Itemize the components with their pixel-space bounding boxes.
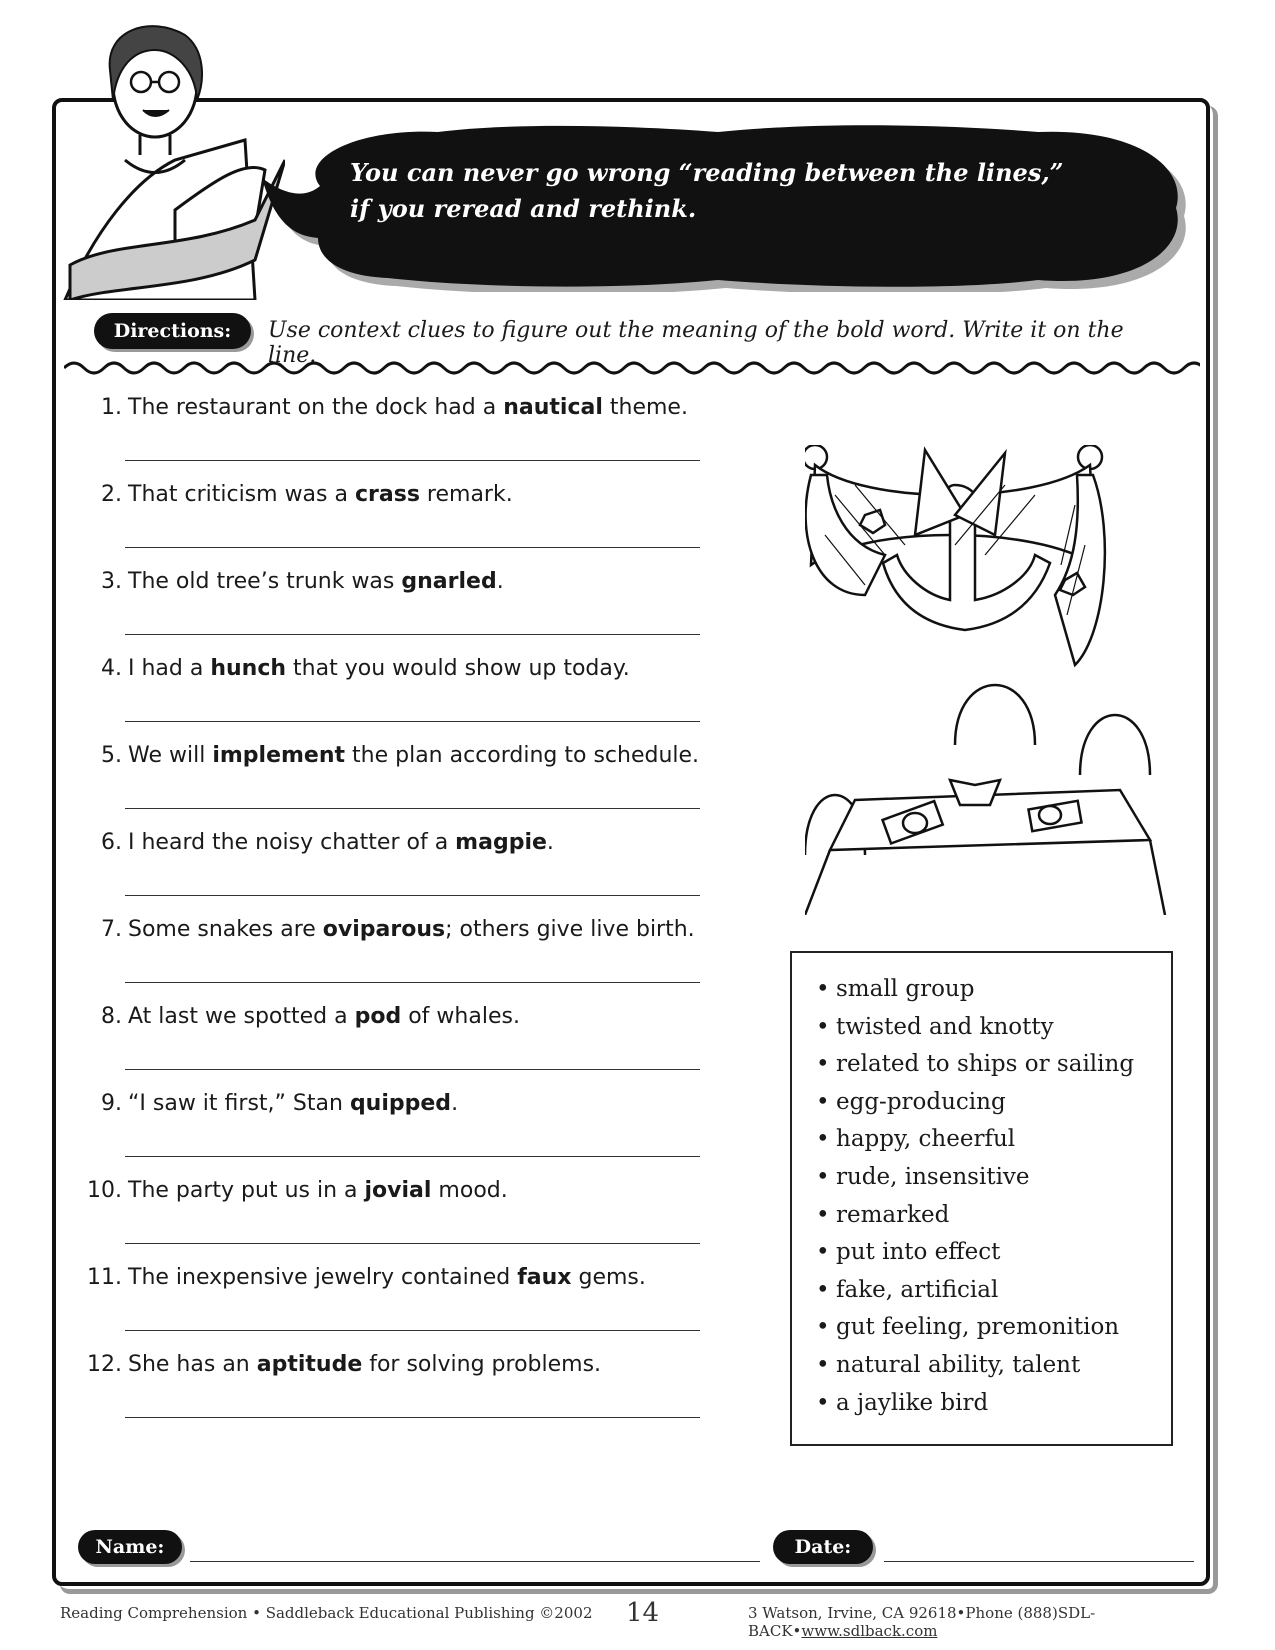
question-item bbox=[70, 742, 730, 770]
footer-publisher: Reading Comprehension • Saddleback Educational Publishing ©2002 bbox=[60, 1604, 593, 1622]
word-bank-list bbox=[816, 971, 1171, 1422]
answer-line[interactable] bbox=[125, 1243, 700, 1244]
banner-line-2: if you reread and rethink. bbox=[350, 194, 697, 223]
bullet-icon: • bbox=[816, 1088, 830, 1115]
question-bold-word: magpie bbox=[455, 830, 547, 855]
question-number: 9. bbox=[101, 1091, 122, 1116]
answer-line[interactable] bbox=[125, 1417, 700, 1418]
question-number: 7. bbox=[101, 917, 122, 942]
question-number: 11. bbox=[87, 1265, 122, 1290]
word-bank-item bbox=[816, 1234, 1171, 1272]
footer-url-link[interactable]: www.sdlback.com bbox=[801, 1622, 938, 1640]
date-input-line[interactable] bbox=[884, 1561, 1194, 1562]
answer-line[interactable] bbox=[125, 982, 700, 983]
question-item bbox=[70, 481, 730, 509]
question-item bbox=[70, 1003, 730, 1031]
answer-line[interactable] bbox=[125, 1330, 700, 1331]
wavy-divider bbox=[64, 356, 1200, 380]
question-number: 6. bbox=[101, 830, 122, 855]
question-number: 2. bbox=[101, 482, 122, 507]
question-number: 5. bbox=[101, 743, 122, 768]
question-text-after: . bbox=[496, 569, 504, 594]
word-bank-item bbox=[816, 1159, 1171, 1197]
bullet-icon: • bbox=[816, 1126, 830, 1153]
bullet-icon: • bbox=[816, 1389, 830, 1416]
question-text-after: theme. bbox=[602, 395, 688, 420]
question-text-before: She has an bbox=[128, 1352, 257, 1377]
word-bank-definition: a jaylike bird bbox=[836, 1389, 989, 1416]
date-label: Date: bbox=[773, 1530, 873, 1564]
question-bold-word: nautical bbox=[503, 395, 603, 420]
question-text-before: “I saw it first,” Stan bbox=[128, 1091, 350, 1116]
question-number: 8. bbox=[101, 1004, 122, 1029]
teacher-illustration bbox=[55, 10, 285, 300]
bullet-icon: • bbox=[816, 1013, 830, 1040]
question-text-before: We will bbox=[128, 743, 213, 768]
name-label: Name: bbox=[78, 1530, 182, 1564]
directions-label: Directions: bbox=[94, 313, 251, 349]
word-bank-definition: happy, cheerful bbox=[836, 1126, 1016, 1153]
question-text-after: ; others give live birth. bbox=[445, 917, 695, 942]
word-bank-definition: fake, artificial bbox=[836, 1276, 999, 1303]
question-bold-word: hunch bbox=[210, 656, 287, 681]
question-bold-word: aptitude bbox=[256, 1352, 363, 1377]
footer-contact bbox=[748, 1604, 1275, 1640]
restaurant-illustration bbox=[805, 445, 1175, 915]
word-bank-definition: put into effect bbox=[836, 1239, 1001, 1266]
question-bold-word: faux bbox=[517, 1265, 572, 1290]
answer-line[interactable] bbox=[125, 1156, 700, 1157]
nautical-decoration bbox=[805, 445, 1105, 665]
question-text-after: for solving problems. bbox=[362, 1352, 602, 1377]
question-bold-word: gnarled bbox=[401, 569, 497, 594]
question-text-after: mood. bbox=[431, 1178, 508, 1203]
word-bank-definition: natural ability, talent bbox=[836, 1351, 1081, 1378]
answer-line[interactable] bbox=[125, 721, 700, 722]
question-text-before: The party put us in a bbox=[128, 1178, 365, 1203]
question-bold-word: crass bbox=[354, 482, 420, 507]
question-number: 3. bbox=[101, 569, 122, 594]
word-bank-item bbox=[816, 1347, 1171, 1385]
word-bank-definition: small group bbox=[836, 976, 975, 1002]
question-text-after: that you would show up today. bbox=[286, 656, 630, 681]
answer-line[interactable] bbox=[125, 547, 700, 548]
question-item bbox=[70, 829, 730, 857]
word-bank-item bbox=[816, 1009, 1171, 1047]
answer-line[interactable] bbox=[125, 808, 700, 809]
question-text-before: That criticism was a bbox=[128, 482, 355, 507]
word-bank-definition: remarked bbox=[836, 1201, 950, 1228]
question-bold-word: quipped bbox=[349, 1091, 452, 1116]
word-bank bbox=[790, 951, 1173, 1446]
question-text-after: remark. bbox=[419, 482, 513, 507]
restaurant-table bbox=[805, 685, 1165, 915]
bullet-icon: • bbox=[816, 1351, 830, 1378]
bullet-icon: • bbox=[816, 1051, 830, 1078]
question-text-before: Some snakes are bbox=[128, 917, 323, 942]
question-text-after: . bbox=[451, 1091, 459, 1116]
question-item bbox=[70, 568, 730, 596]
word-bank-definition: twisted and knotty bbox=[836, 1013, 1054, 1040]
bullet-icon: • bbox=[816, 1239, 830, 1266]
question-text-after: the plan according to schedule. bbox=[345, 743, 700, 768]
word-bank-definition: egg-producing bbox=[836, 1088, 1006, 1115]
word-bank-definition: rude, insensitive bbox=[836, 1163, 1030, 1190]
answer-line[interactable] bbox=[125, 1069, 700, 1070]
word-bank-definition: related to ships or sailing bbox=[836, 1051, 1135, 1078]
question-text-after: of whales. bbox=[401, 1004, 520, 1029]
footer-address: 3 Watson, Irvine, CA 92618•Phone (888)SDL-BACK• bbox=[748, 1604, 1096, 1640]
answer-line[interactable] bbox=[125, 634, 700, 635]
word-bank-item bbox=[816, 1309, 1171, 1347]
question-text-after: . bbox=[546, 830, 554, 855]
page-number: 14 bbox=[626, 1598, 660, 1628]
question-text-before: The old tree’s trunk was bbox=[128, 569, 402, 594]
bullet-icon: • bbox=[816, 1314, 830, 1341]
bullet-icon: • bbox=[816, 976, 830, 1002]
question-item bbox=[70, 1177, 730, 1205]
answer-line[interactable] bbox=[125, 460, 700, 461]
word-bank-item bbox=[816, 1084, 1171, 1122]
question-number: 4. bbox=[101, 656, 122, 681]
question-text-before: At last we spotted a bbox=[128, 1004, 355, 1029]
question-item bbox=[70, 1090, 730, 1118]
directions-text: Use context clues to figure out the meaning of the bold word. Write it on the line. bbox=[268, 318, 1124, 368]
question-number: 12. bbox=[87, 1352, 122, 1377]
question-text-after: gems. bbox=[571, 1265, 646, 1290]
question-item bbox=[70, 655, 730, 683]
word-bank-definition: gut feeling, premonition bbox=[836, 1314, 1120, 1341]
question-bold-word: oviparous bbox=[322, 917, 446, 942]
bullet-icon: • bbox=[816, 1163, 830, 1190]
bullet-icon: • bbox=[816, 1276, 830, 1303]
banner-text bbox=[350, 155, 1150, 227]
question-item bbox=[70, 916, 730, 944]
question-text-before: The inexpensive jewelry contained bbox=[128, 1265, 518, 1290]
question-text-before: The restaurant on the dock had a bbox=[128, 395, 504, 420]
answer-line[interactable] bbox=[125, 895, 700, 896]
question-item bbox=[70, 394, 730, 422]
word-bank-item bbox=[816, 1385, 1171, 1423]
question-number: 10. bbox=[87, 1178, 122, 1203]
word-bank-item bbox=[816, 1197, 1171, 1235]
word-bank-item bbox=[816, 1046, 1171, 1084]
question-text-before: I heard the noisy chatter of a bbox=[128, 830, 456, 855]
name-input-line[interactable] bbox=[190, 1561, 760, 1562]
word-bank-item bbox=[816, 1272, 1171, 1310]
question-bold-word: jovial bbox=[364, 1178, 432, 1203]
question-bold-word: pod bbox=[354, 1004, 402, 1029]
question-item bbox=[70, 1351, 730, 1379]
bullet-icon: • bbox=[816, 1201, 830, 1228]
question-number: 1. bbox=[101, 395, 122, 420]
question-text-before: I had a bbox=[128, 656, 211, 681]
question-item bbox=[70, 1264, 730, 1292]
question-bold-word: implement bbox=[212, 743, 346, 768]
word-bank-item bbox=[816, 1121, 1171, 1159]
banner-line-1: You can never go wrong “reading between the lines,” bbox=[350, 158, 1064, 187]
word-bank-item bbox=[816, 971, 1171, 1009]
